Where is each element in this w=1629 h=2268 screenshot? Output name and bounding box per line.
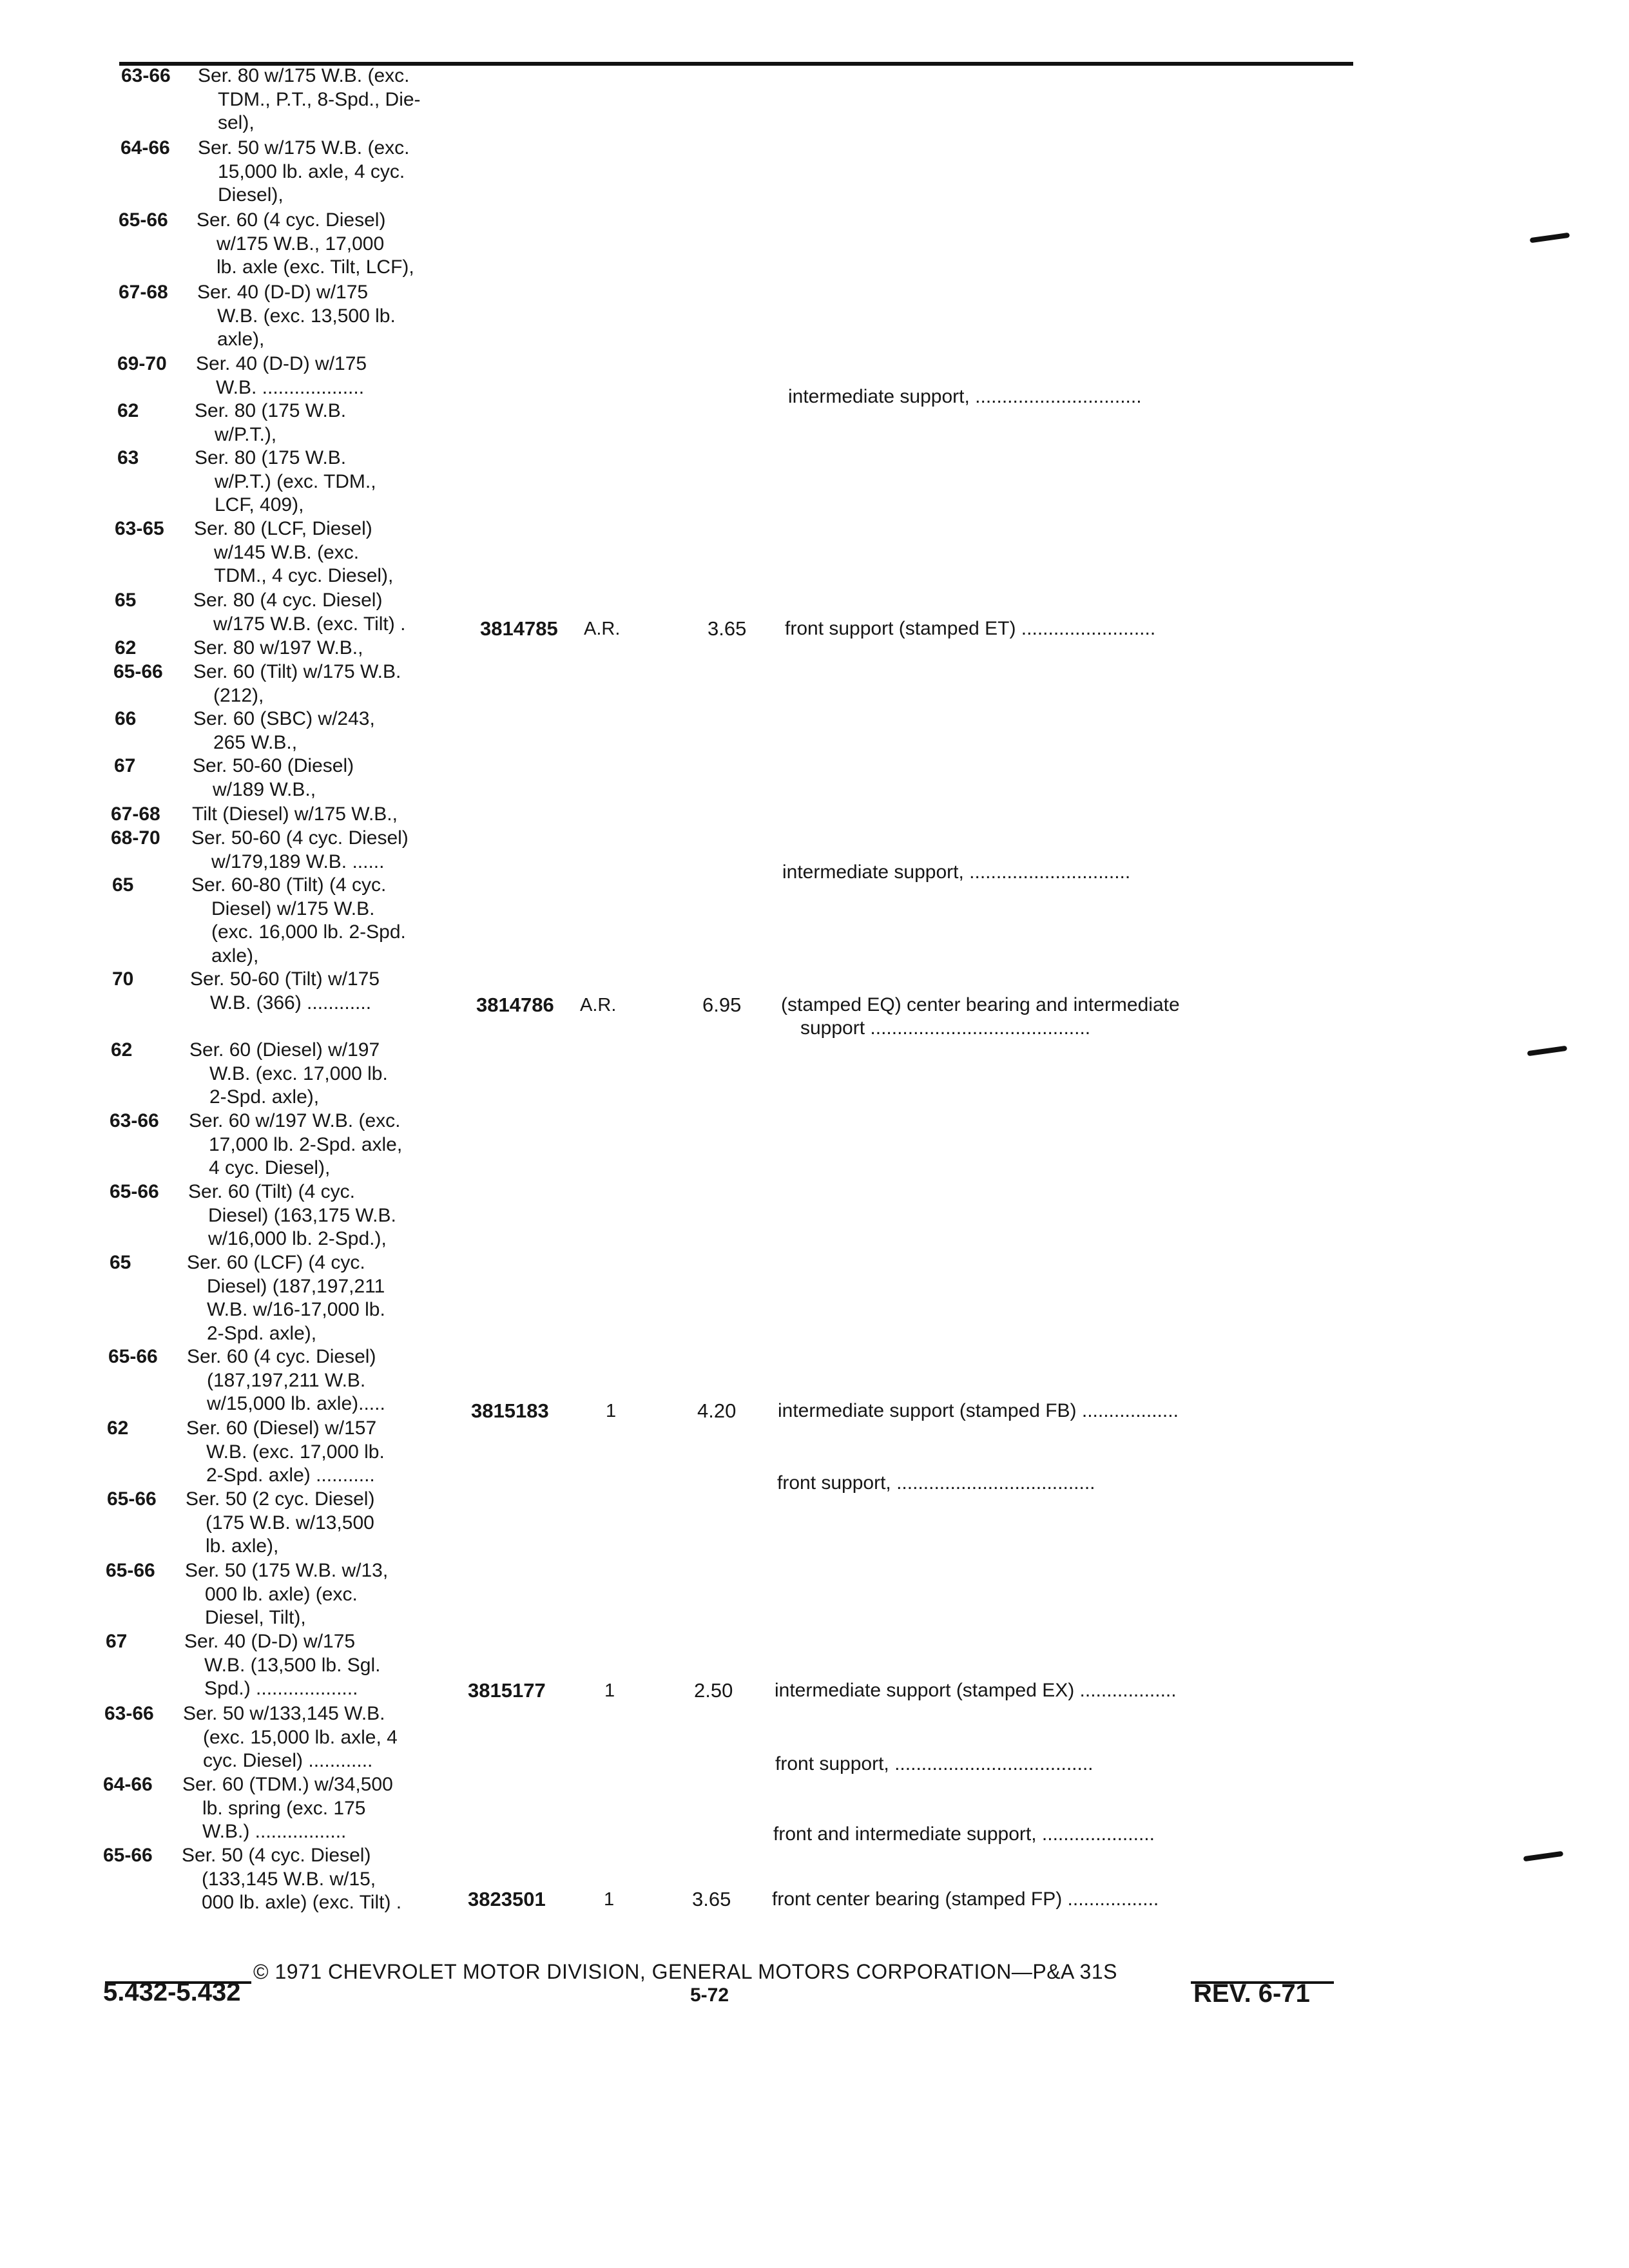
price: 3.65 (708, 617, 747, 640)
model-years: 65-66 (119, 209, 168, 231)
model-years: 63-66 (110, 1110, 159, 1131)
application-line: W.B. ................... (216, 376, 365, 398)
application-line: w/189 W.B., (213, 778, 316, 800)
application-line: 000 lb. axle) (exc. (205, 1583, 358, 1605)
application-line: Ser. 80 (175 W.B. (195, 447, 347, 468)
application-line: axle), (211, 945, 259, 966)
model-years: 63-66 (121, 65, 171, 86)
application-line: lb. spring (exc. 175 (202, 1797, 366, 1819)
application-line: w/175 W.B., 17,000 (217, 233, 385, 255)
vehicle-application (194, 517, 393, 588)
application-line: Ser. 40 (D-D) w/175 (197, 282, 369, 303)
vehicle-application (185, 1559, 388, 1630)
model-years: 65 (112, 874, 134, 896)
application-line: W.B.) ................. (202, 1821, 347, 1842)
model-years: 67 (114, 755, 136, 776)
vehicle-application (198, 64, 421, 135)
model-years: 62 (117, 400, 139, 421)
vehicle-application (191, 827, 409, 874)
application-line: cyc. Diesel) ............ (203, 1750, 373, 1771)
model-years: 67 (106, 1631, 128, 1652)
application-line: w/P.T.) (exc. TDM., (215, 470, 376, 492)
application-line: W.B. (exc. 13,500 lb. (217, 305, 396, 327)
quantity: A.R. (580, 995, 617, 1015)
application-line: Spd.) ................... (204, 1678, 358, 1699)
vehicle-application (186, 1417, 385, 1488)
application-line: 000 lb. axle) (exc. Tilt) . (202, 1892, 402, 1913)
application-line: w/145 W.B. (exc. (214, 541, 360, 563)
application-line: LCF, 409), (215, 494, 304, 515)
quantity: 1 (604, 1889, 615, 1910)
part-description-line: intermediate support (stamped EX) .................. (775, 1680, 1177, 1701)
vehicle-application (184, 1630, 380, 1701)
application-line: Ser. 80 w/175 W.B. (exc. (198, 65, 410, 86)
model-years: 62 (115, 637, 137, 658)
part-description-line: front support (stamped ET) ......................... (785, 618, 1156, 639)
copyright-line: © 1971 CHEVROLET MOTOR DIVISION, GENERAL MOTORS CORPORATION—P&A 31S (253, 1960, 1117, 1983)
revision-label: REV. 6-71 (1193, 1979, 1310, 2008)
price: 2.50 (694, 1679, 733, 1702)
application-line: Diesel), (218, 184, 284, 206)
part-description (785, 617, 1155, 640)
application-line: w/16,000 lb. 2-Spd.), (208, 1228, 387, 1249)
application-line: 2-Spd. axle), (209, 1086, 320, 1108)
model-years: 66 (115, 708, 137, 729)
application-line: Diesel) (187,197,211 (207, 1275, 385, 1297)
application-line: Ser. 50 w/175 W.B. (exc. (198, 137, 410, 159)
application-line: Ser. 50-60 (4 cyc. Diesel) (191, 827, 409, 849)
application-line: Ser. 60 (Diesel) w/197 (189, 1039, 380, 1061)
part-description (772, 1888, 1159, 1911)
application-line: Ser. 80 (4 cyc. Diesel) (193, 590, 383, 611)
model-years: 67-68 (119, 282, 168, 303)
model-years: 70 (112, 968, 134, 990)
application-line: Ser. 60 (SBC) w/243, (193, 708, 375, 729)
part-description (775, 1679, 1177, 1702)
model-years: 63-65 (115, 518, 164, 539)
application-line: Ser. 80 (LCF, Diesel) (194, 518, 372, 539)
application-line: axle), (217, 329, 265, 350)
application-line: Ser. 80 w/197 W.B., (193, 637, 363, 658)
application-line: Ser. 50 (2 cyc. Diesel) (186, 1488, 375, 1510)
application-line: Ser. 50 (4 cyc. Diesel) (182, 1845, 371, 1866)
model-years: 62 (107, 1418, 129, 1439)
application-line: Ser. 60-80 (Tilt) (4 cyc. (191, 874, 387, 896)
application-line: Ser. 50-60 (Diesel) (193, 755, 354, 776)
application-line: (exc. 16,000 lb. 2-Spd. (211, 921, 406, 943)
model-years: 65-66 (108, 1346, 158, 1367)
model-years: 65-66 (107, 1488, 157, 1510)
application-line: W.B. (366) ............ (210, 992, 372, 1014)
application-line: Ser. 60 (Tilt) (4 cyc. (188, 1181, 355, 1202)
vehicle-application (183, 1702, 398, 1773)
model-years: 65 (115, 590, 137, 611)
position-note: intermediate support, .............................. (782, 861, 1131, 883)
application-line: Ser. 60 w/197 W.B. (exc. (189, 1110, 401, 1131)
application-line: lb. axle), (206, 1535, 279, 1557)
application-line: 4 cyc. Diesel), (209, 1157, 331, 1178)
vehicle-application (193, 637, 363, 660)
margin-mark (1527, 1046, 1568, 1057)
model-years: 63-66 (104, 1703, 154, 1724)
section-number: 5.432-5.432 (103, 1978, 241, 2006)
position-note: front support, ..................................... (775, 1753, 1094, 1774)
vehicle-application (196, 352, 367, 399)
application-line: w/179,189 W.B. ...... (211, 850, 385, 872)
application-line: Ser. 50-60 (Tilt) w/175 (190, 968, 380, 990)
model-years: 65 (110, 1252, 131, 1273)
vehicle-application (191, 874, 406, 968)
model-years: 65-66 (103, 1845, 153, 1866)
part-description (781, 994, 1180, 1040)
application-line: 2-Spd. axle), (207, 1322, 317, 1344)
application-line: (187,197,211 W.B. (207, 1369, 366, 1391)
application-line: Ser. 80 (175 W.B. (195, 400, 347, 421)
model-years: 68-70 (111, 827, 160, 849)
part-number: 3815183 (471, 1399, 549, 1422)
application-line: Ser. 60 (Tilt) w/175 W.B. (193, 661, 401, 682)
vehicle-application (192, 803, 398, 827)
application-line: 265 W.B., (213, 731, 298, 753)
application-line: Ser. 40 (D-D) w/175 (184, 1631, 356, 1652)
application-line: w/15,000 lb. axle)..... (207, 1393, 385, 1414)
part-description (778, 1399, 1179, 1423)
part-number: 3814786 (476, 994, 554, 1016)
part-number: 3823501 (468, 1888, 546, 1910)
part-description-line: front center bearing (stamped FP) ................. (772, 1888, 1159, 1910)
application-line: Ser. 60 (Diesel) w/157 (186, 1418, 377, 1439)
price: 3.65 (692, 1888, 731, 1910)
vehicle-application (182, 1773, 393, 1844)
application-line: (212), (213, 684, 264, 706)
part-description-line: support ......................................... (800, 1017, 1091, 1039)
vehicle-application (195, 399, 346, 447)
application-line: 15,000 lb. axle, 4 cyc. (218, 160, 405, 182)
vehicle-application (189, 1039, 388, 1110)
part-description-line: intermediate support (stamped FB) .................. (778, 1400, 1179, 1421)
page-number: 5-72 (690, 1984, 729, 2006)
application-line: (133,145 W.B. w/15, (202, 1868, 376, 1890)
part-number: 3814785 (480, 617, 558, 640)
model-years: 65-66 (113, 661, 163, 682)
vehicle-application (182, 1844, 401, 1915)
model-years: 64-66 (103, 1774, 153, 1795)
application-line: W.B. w/16-17,000 lb. (207, 1299, 385, 1320)
model-years: 64-66 (120, 137, 170, 159)
vehicle-application (198, 137, 409, 207)
vehicle-application (197, 281, 396, 352)
part-description-line: (stamped EQ) center bearing and intermediate (781, 994, 1180, 1015)
vehicle-application (187, 1345, 385, 1416)
model-years: 67-68 (111, 803, 160, 825)
application-line: lb. axle (exc. Tilt, LCF), (217, 256, 414, 278)
application-line: W.B. (exc. 17,000 lb. (209, 1062, 388, 1084)
vehicle-application (188, 1180, 396, 1251)
application-line: Diesel, Tilt), (205, 1607, 306, 1628)
vehicle-application (193, 707, 375, 754)
margin-mark (1523, 1851, 1564, 1862)
quantity: 1 (604, 1680, 615, 1701)
application-line: (exc. 15,000 lb. axle, 4 (203, 1726, 398, 1748)
model-years: 65-66 (110, 1181, 159, 1202)
vehicle-application (187, 1251, 385, 1345)
application-line: W.B. (exc. 17,000 lb. (206, 1441, 385, 1463)
application-line: Tilt (Diesel) w/175 W.B., (192, 803, 398, 825)
application-line: 17,000 lb. 2-Spd. axle, (209, 1133, 403, 1155)
model-years: 65-66 (106, 1560, 155, 1581)
application-line: Ser. 60 (TDM.) w/34,500 (182, 1774, 393, 1795)
application-line: sel), (218, 112, 255, 133)
application-line: Diesel) (163,175 W.B. (208, 1204, 396, 1226)
application-line: W.B. (13,500 lb. Sgl. (204, 1654, 381, 1676)
model-years: 62 (111, 1039, 133, 1061)
position-note: front and intermediate support, ..................... (773, 1823, 1155, 1845)
model-years: 69-70 (117, 353, 167, 374)
vehicle-application (190, 968, 380, 1015)
application-line: w/175 W.B. (exc. Tilt) . (213, 613, 406, 635)
quantity: 1 (606, 1401, 617, 1421)
application-line: Ser. 40 (D-D) w/175 (196, 353, 367, 374)
application-line: Ser. 60 (4 cyc. Diesel) (197, 209, 386, 231)
application-line: Ser. 50 (175 W.B. w/13, (185, 1560, 389, 1581)
application-line: 2-Spd. axle) ........... (206, 1465, 375, 1486)
vehicle-application (186, 1488, 374, 1559)
application-line: TDM., 4 cyc. Diesel), (214, 565, 394, 586)
vehicle-application (193, 660, 401, 707)
vehicle-application (197, 209, 414, 280)
application-line: Ser. 50 w/133,145 W.B. (183, 1703, 385, 1724)
position-note: intermediate support, ............................... (788, 386, 1142, 407)
model-years: 63 (117, 447, 139, 468)
vehicle-application (189, 1110, 402, 1180)
application-line: w/P.T.), (215, 423, 277, 445)
application-line: Ser. 60 (LCF) (4 cyc. (187, 1252, 365, 1273)
quantity: A.R. (584, 619, 621, 639)
vehicle-application (195, 447, 376, 517)
margin-mark (1530, 233, 1570, 244)
application-line: (175 W.B. w/13,500 (206, 1512, 374, 1533)
price: 4.20 (697, 1399, 737, 1422)
position-note: front support, ..................................... (777, 1472, 1095, 1494)
application-line: Ser. 60 (4 cyc. Diesel) (187, 1346, 376, 1367)
price: 6.95 (702, 994, 742, 1016)
vehicle-application (193, 589, 405, 636)
application-line: TDM., P.T., 8-Spd., Die- (218, 88, 421, 110)
part-number: 3815177 (468, 1679, 546, 1702)
application-line: Diesel) w/175 W.B. (211, 898, 375, 919)
vehicle-application (193, 754, 354, 802)
